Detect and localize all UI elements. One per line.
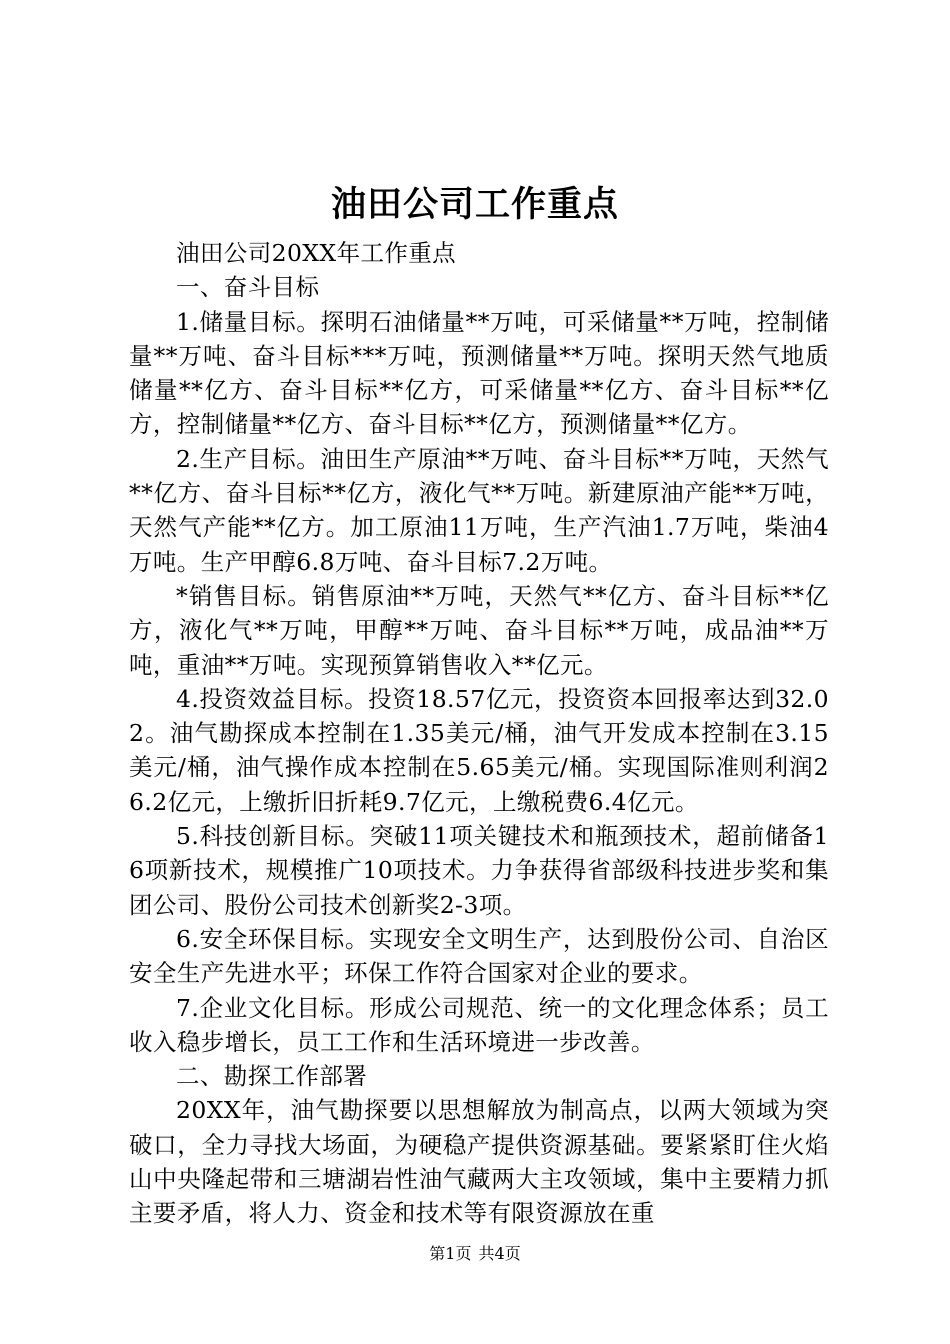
paragraph-culture-goal: 7.企业文化目标。形成公司规范、统一的文化理念体系；员工收入稳步增长，员工工作和生活环境进一步改善。 [129, 993, 829, 1056]
paragraph-production-goal: 2.生产目标。油田生产原油**万吨、奋斗目标**万吨，天然气**亿方、奋斗目标**亿方，液化气**万吨。新建原油产能**万吨，天然气产能**亿方。加工原油11万吨，生产汽油1.7万吨，柴油4万吨。生产甲醇6.8万吨、奋斗目标7.2万吨。 [129, 444, 829, 576]
paragraph-innovation-goal: 5.科技创新目标。突破11项关键技术和瓶颈技术，超前储备16项新技术，规模推广10项技术。力争获得省部级科技进步奖和集团公司、股份公司技术创新奖2-3项。 [129, 822, 829, 919]
section-heading-goals: 一、奋斗目标 [176, 273, 320, 302]
paragraph-sales-goal: *销售目标。销售原油**万吨，天然气**亿方、奋斗目标**亿方，液化气**万吨，甲醇**万吨、奋斗目标**万吨，成品油**万吨，重油**万吨。实现预算销售收入**亿元。 [129, 581, 829, 679]
page-footer [0, 1242, 950, 1266]
subtitle-paragraph: 油田公司20XX年工作重点 [176, 239, 457, 267]
section-heading-exploration: 二、勘探工作部署 [176, 1062, 368, 1091]
paragraph-exploration: 20XX年，油气勘探要以思想解放为制高点，以两大领域为突破口，全力寻找大场面，为硬稳产提供资源基础。要紧紧盯住火焰山中央隆起带和三塘湖岩性油气藏两大主攻领域，集中主要精力抓主要矛盾，将人力、资金和技术等有限资源放在重 [129, 1096, 829, 1228]
page-total: 共4页 [478, 1244, 521, 1263]
document-body [129, 236, 829, 1231]
paragraph-safety-goal: 6.安全环保目标。实现安全文明生产，达到股份公司、自治区安全生产先进水平；环保工作符合国家对企业的要求。 [129, 924, 829, 988]
paragraph-investment-goal: 4.投资效益目标。投资18.57亿元，投资资本回报率达到32.02。油气勘探成本控制在1.35美元/桶，油气开发成本控制在3.15美元/桶，油气操作成本控制在5.65美元/桶。实现国际准则利润26.2亿元，上缴折旧折耗9.7亿元，上缴税费6.4亿元。 [129, 684, 829, 816]
paragraph-reserves-goal: 1.储量目标。探明石油储量**万吨，可采储量**万吨，控制储量**万吨、奋斗目标***万吨，预测储量**万吨。探明天然气地质储量**亿方、奋斗目标**亿方，可采储量**亿方、奋斗目标**亿方，控制储量**亿方、奋斗目标**亿方，预测储量**亿方。 [129, 307, 829, 439]
page-number: 第1页 [429, 1244, 472, 1263]
document-title: 油田公司工作重点 [330, 184, 619, 225]
